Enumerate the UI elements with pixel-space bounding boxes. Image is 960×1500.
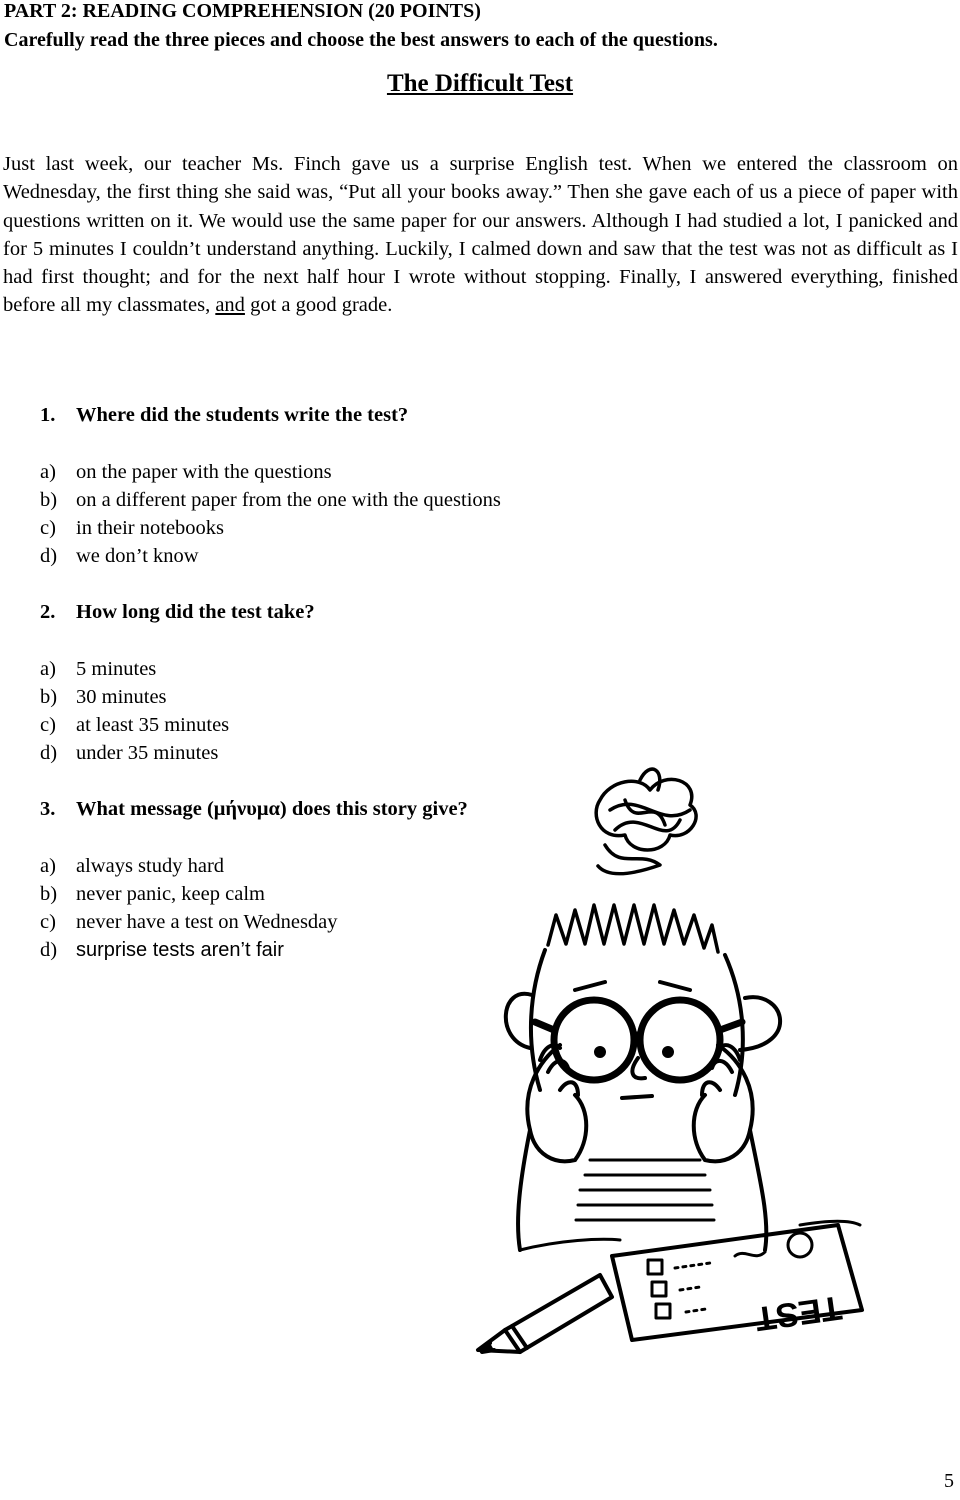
story-title: The Difficult Test [386, 70, 574, 97]
eyebrows [575, 982, 690, 990]
left-hand [527, 1045, 586, 1161]
option-text: 5 minutes [76, 658, 157, 680]
hair [548, 905, 718, 952]
option-letter: b) [40, 489, 58, 511]
option-letter: c) [40, 517, 56, 539]
paper-stamp [788, 1233, 812, 1257]
option-text: we don’t know [76, 545, 199, 567]
question-text: What message (μήνυμα) does this story give? [76, 798, 468, 820]
head-outline [531, 950, 743, 1095]
option-letter: b) [40, 883, 58, 905]
right-hand [694, 1045, 753, 1161]
option-letter: a) [40, 855, 56, 877]
question-number: 3. [40, 798, 56, 820]
paper-label: TEST [752, 1288, 845, 1338]
option-letter: d) [40, 939, 58, 961]
page-number: 5 [944, 1470, 954, 1492]
option-letter: a) [40, 461, 56, 483]
option-letter: b) [40, 686, 58, 708]
right-eye [664, 1048, 672, 1056]
option-text: on a different paper from the one with the questions [76, 489, 501, 511]
option-letter: d) [40, 545, 58, 567]
striped-shirt [576, 1160, 714, 1220]
story-text-main: Just last week, our teacher Ms. Finch gave us a surprise English test. When we entered the classroom on Wednesday, the first thing she said was, “Put all your books away.” Then she gave each of us a piece of paper with questions written on it. We would use the same paper for our answers. Although I had studied a lot, I panicked and for 5 minutes I couldn’t understand anything. Luckily, I calmed down and saw that the test was not as difficult as I had first thought; and for the next half hour I wrote without stopping. Finally, I answered everything, finished before all my classmates, [3, 153, 958, 317]
option-text: at least 35 minutes [76, 714, 230, 736]
option-text: in their notebooks [76, 517, 225, 539]
paper-checkboxes [648, 1260, 710, 1318]
paper-scribble [735, 1252, 765, 1256]
option-text: never have a test on Wednesday [76, 911, 338, 933]
option-letter: a) [40, 658, 56, 680]
scribble-icon [596, 769, 696, 874]
option-text: always study hard [76, 855, 225, 877]
part-heading: PART 2: READING COMPREHENSION (20 POINTS) [4, 0, 481, 22]
left-eye [596, 1048, 604, 1056]
option-text: never panic, keep calm [76, 883, 265, 905]
question-number: 2. [40, 601, 56, 623]
option-letter: c) [40, 714, 56, 736]
option-letter: d) [40, 742, 58, 764]
pencil-icon [478, 1275, 612, 1352]
option-text: surprise tests aren’t fair [76, 939, 284, 961]
question-number: 1. [40, 404, 56, 426]
option-text: 30 minutes [76, 686, 167, 708]
story-underlined-word: and [215, 294, 245, 317]
option-letter: c) [40, 911, 56, 933]
option-text: on the paper with the questions [76, 461, 332, 483]
mouth [622, 1096, 652, 1098]
instructions: Carefully read the three pieces and choose the best answers to each of the questions. [4, 29, 718, 51]
option-text: under 35 minutes [76, 742, 219, 764]
right-ear [740, 997, 780, 1050]
question-text: How long did the test take? [76, 601, 315, 623]
story-text-end: got a good grade. [244, 294, 393, 317]
left-ear [506, 994, 532, 1048]
question-text: Where did the students write the test? [76, 404, 409, 426]
